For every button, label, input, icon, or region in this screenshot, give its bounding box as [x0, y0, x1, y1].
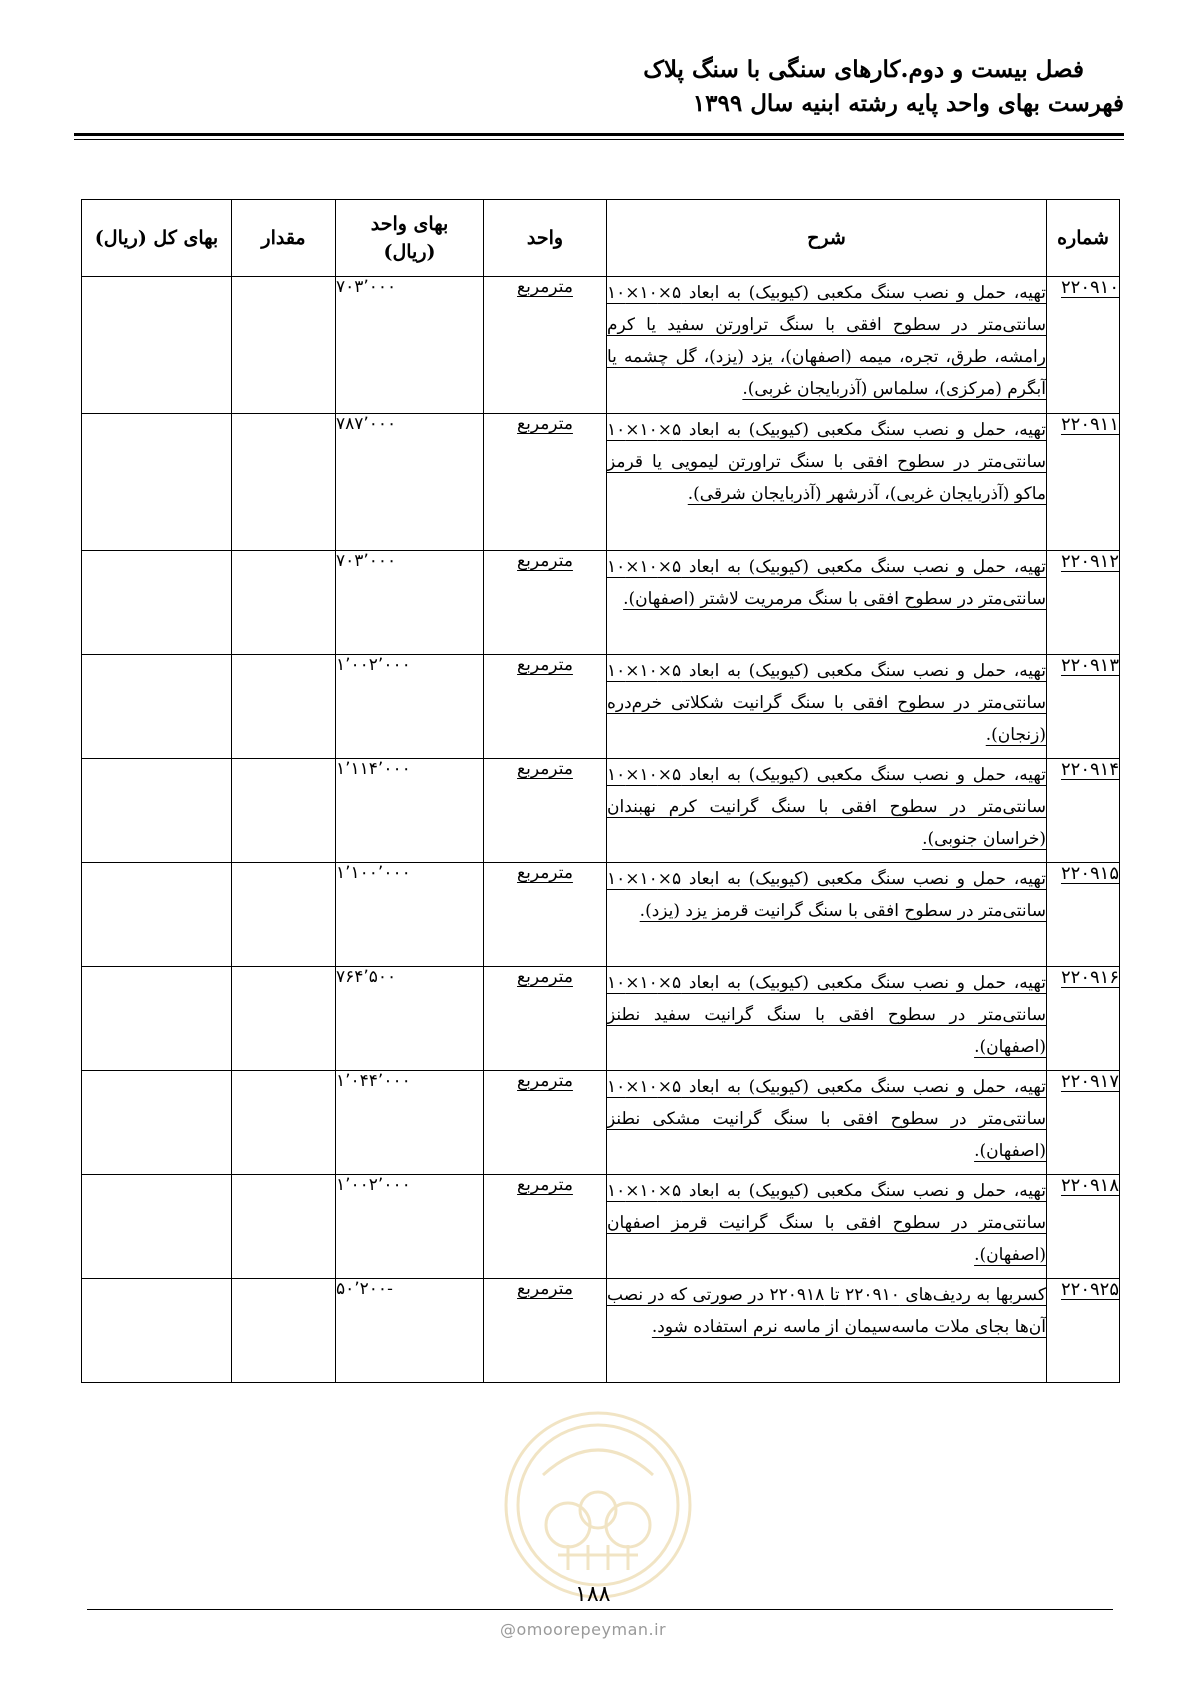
item-quantity-cell — [232, 1071, 336, 1175]
item-description: تهیه، حمل و نصب سنگ مکعبی (کیوبیک) به ابعاد ۵×۱۰×۱۰ سانتی‌متر در سطوح افقی با سنگ گرانیت قرمز یزد (یزد). — [607, 869, 1046, 921]
footer-rule — [87, 1609, 1113, 1610]
item-unit-price: ۷۸۷٬۰۰۰ — [336, 414, 397, 434]
item-unit-cell — [484, 967, 607, 1071]
item-number-cell — [1047, 863, 1120, 967]
item-unit: مترمربع — [517, 1279, 573, 1299]
item-unit-price: ۱٬۰۰۲٬۰۰۰ — [336, 655, 411, 675]
chapter-title: فصل بیست و دوم.کارهای سنگی با سنگ پلاک — [643, 56, 1084, 83]
website-watermark: @omoorepeyman.ir — [500, 1620, 667, 1639]
table-row — [82, 414, 1120, 551]
table-row — [82, 967, 1120, 1071]
item-unit-cell — [484, 277, 607, 414]
item-total-cell — [82, 759, 232, 863]
watermark-logo — [498, 1405, 698, 1605]
item-unit-cell — [484, 1071, 607, 1175]
item-unit-price: ۷۶۴٬۵۰۰ — [336, 967, 397, 987]
item-unit-price: -۵۰٬۲۰۰ — [336, 1279, 393, 1299]
item-unit: مترمربع — [517, 1071, 573, 1091]
item-number-cell — [1047, 414, 1120, 551]
item-number: ۲۲۰۹۱۶ — [1060, 967, 1119, 988]
item-description: کسربها به ردیف‌های ۲۲۰۹۱۰ تا ۲۲۰۹۱۸ در صورتی که در نصب آن‌ها بجای ملات ماسه‌سیمان از ماسه نرم استفاده شود. — [607, 1285, 1046, 1337]
item-total-cell — [82, 655, 232, 759]
item-unit-cell — [484, 759, 607, 863]
item-description-cell — [607, 1175, 1047, 1279]
item-unit: مترمربع — [517, 277, 573, 297]
item-unit-cell — [484, 1279, 607, 1383]
header-quantity: مقدار — [232, 200, 336, 277]
item-number: ۲۲۰۹۱۸ — [1060, 1175, 1119, 1196]
item-number-cell — [1047, 655, 1120, 759]
item-unit: مترمربع — [517, 863, 573, 883]
item-number: ۲۲۰۹۱۵ — [1060, 863, 1119, 884]
item-unit-price: ۱٬۱۱۴٬۰۰۰ — [336, 759, 411, 779]
item-quantity-cell — [232, 759, 336, 863]
item-unit-price-cell — [336, 863, 484, 967]
item-description: تهیه، حمل و نصب سنگ مکعبی (کیوبیک) به ابعاد ۵×۱۰×۱۰ سانتی‌متر در سطوح افقی با سنگ گرانیت مشکی نطنز (اصفهان). — [607, 1077, 1046, 1161]
page-header — [74, 55, 1124, 119]
header-unit: واحد — [484, 200, 607, 277]
item-number-cell — [1047, 759, 1120, 863]
item-unit-price-cell — [336, 414, 484, 551]
item-unit-cell — [484, 414, 607, 551]
item-total-cell — [82, 967, 232, 1071]
item-number-cell — [1047, 1071, 1120, 1175]
item-unit: مترمربع — [517, 759, 573, 779]
item-description-cell — [607, 967, 1047, 1071]
item-total-cell — [82, 277, 232, 414]
item-description-cell — [607, 414, 1047, 551]
item-number: ۲۲۰۹۱۰ — [1060, 277, 1119, 298]
table-row — [82, 551, 1120, 655]
item-total-cell — [82, 1279, 232, 1383]
item-total-cell — [82, 414, 232, 551]
item-description: تهیه، حمل و نصب سنگ مکعبی (کیوبیک) به ابعاد ۵×۱۰×۱۰ سانتی‌متر در سطوح افقی با سنگ مرمریت لاشتر (اصفهان). — [607, 557, 1046, 609]
page-number: ۱۸۸ — [575, 1582, 611, 1607]
table-row — [82, 655, 1120, 759]
header-rule-thin — [74, 139, 1124, 140]
item-total-cell — [82, 863, 232, 967]
item-description-cell — [607, 1071, 1047, 1175]
header-unit-price: بهای واحد (ریال) — [336, 200, 484, 277]
item-number: ۲۲۰۹۱۳ — [1060, 655, 1119, 676]
item-quantity-cell — [232, 414, 336, 551]
item-quantity-cell — [232, 655, 336, 759]
header-description: شرح — [607, 200, 1047, 277]
table-row — [82, 1279, 1120, 1383]
item-description: تهیه، حمل و نصب سنگ مکعبی (کیوبیک) به ابعاد ۵×۱۰×۱۰ سانتی‌متر در سطوح افقی با سنگ گرانیت کرم نهبندان (خراسان جنوبی). — [607, 765, 1046, 849]
item-unit-price-cell — [336, 551, 484, 655]
item-number-cell — [1047, 551, 1120, 655]
item-unit-price: ۱٬۰۴۴٬۰۰۰ — [336, 1071, 411, 1091]
item-unit-price: ۷۰۳٬۰۰۰ — [336, 277, 397, 297]
item-description-cell — [607, 863, 1047, 967]
item-total-cell — [82, 551, 232, 655]
item-number: ۲۲۰۹۱۷ — [1060, 1071, 1119, 1092]
item-unit-price-cell — [336, 967, 484, 1071]
item-unit-price-cell — [336, 277, 484, 414]
item-description-cell — [607, 655, 1047, 759]
item-unit-cell — [484, 551, 607, 655]
item-unit-price-cell — [336, 655, 484, 759]
item-unit-cell — [484, 863, 607, 967]
item-quantity-cell — [232, 1175, 336, 1279]
item-total-cell — [82, 1175, 232, 1279]
item-unit-price: ۱٬۰۰۲٬۰۰۰ — [336, 1175, 411, 1195]
item-unit: مترمربع — [517, 1175, 573, 1195]
item-number-cell — [1047, 1279, 1120, 1383]
item-quantity-cell — [232, 277, 336, 414]
item-number-cell — [1047, 277, 1120, 414]
item-description: تهیه، حمل و نصب سنگ مکعبی (کیوبیک) به ابعاد ۵×۱۰×۱۰ سانتی‌متر در سطوح افقی با سنگ گرانیت شکلاتی خرم‌دره (زنجان). — [607, 661, 1046, 745]
item-unit-price: ۷۰۳٬۰۰۰ — [336, 551, 397, 571]
item-description-cell — [607, 551, 1047, 655]
table-row — [82, 759, 1120, 863]
item-unit: مترمربع — [517, 655, 573, 675]
item-quantity-cell — [232, 551, 336, 655]
item-description-cell — [607, 1279, 1047, 1383]
price-list-title: فهرست بهای واحد پایه رشته ابنیه سال ۱۳۹۹ — [692, 90, 1124, 117]
item-description: تهیه، حمل و نصب سنگ مکعبی (کیوبیک) به ابعاد ۵×۱۰×۱۰ سانتی‌متر در سطوح افقی با سنگ گرانیت سفید نطنز (اصفهان). — [607, 973, 1046, 1057]
item-description-cell — [607, 277, 1047, 414]
item-unit-cell — [484, 1175, 607, 1279]
item-unit-price-cell — [336, 1071, 484, 1175]
item-total-cell — [82, 1071, 232, 1175]
item-number: ۲۲۰۹۱۲ — [1060, 551, 1119, 572]
header-number: شماره — [1047, 200, 1120, 277]
item-description-cell — [607, 759, 1047, 863]
header-rule-thick — [74, 133, 1124, 136]
price-table — [81, 199, 1120, 1383]
header-total-price: بهای کل (ریال) — [82, 200, 232, 277]
item-quantity-cell — [232, 863, 336, 967]
item-unit-price-cell — [336, 1279, 484, 1383]
item-unit-price: ۱٬۱۰۰٬۰۰۰ — [336, 863, 411, 883]
item-number: ۲۲۰۹۱۴ — [1060, 759, 1119, 780]
item-unit-price-cell — [336, 759, 484, 863]
item-number: ۲۲۰۹۱۱ — [1060, 414, 1119, 435]
item-number-cell — [1047, 967, 1120, 1071]
item-unit-cell — [484, 655, 607, 759]
item-description: تهیه، حمل و نصب سنگ مکعبی (کیوبیک) به ابعاد ۵×۱۰×۱۰ سانتی‌متر در سطوح افقی با سنگ تراورتن لیمویی یا قرمز ماکو (آذربایجان غربی)، آذرشهر (آذربایجان شرقی). — [607, 420, 1046, 504]
item-quantity-cell — [232, 967, 336, 1071]
item-description: تهیه، حمل و نصب سنگ مکعبی (کیوبیک) به ابعاد ۵×۱۰×۱۰ سانتی‌متر در سطوح افقی با سنگ گرانیت قرمز اصفهان (اصفهان). — [607, 1181, 1046, 1265]
item-number: ۲۲۰۹۲۵ — [1060, 1279, 1119, 1300]
table-row — [82, 863, 1120, 967]
table-header-row — [82, 200, 1120, 277]
table-row — [82, 1175, 1120, 1279]
item-description: تهیه، حمل و نصب سنگ مکعبی (کیوبیک) به ابعاد ۵×۱۰×۱۰ سانتی‌متر در سطوح افقی با سنگ تراورتن سفید یا کرم رامشه، طرق، تجره، میمه (اصفهان)، یزد (یزد)، گل چشمه یا آبگرم (مرکزی)، سلماس (آذربایجان غربی). — [607, 283, 1046, 399]
table-row — [82, 1071, 1120, 1175]
item-unit: مترمربع — [517, 967, 573, 987]
item-quantity-cell — [232, 1279, 336, 1383]
item-unit: مترمربع — [517, 551, 573, 571]
item-unit-price-cell — [336, 1175, 484, 1279]
table-row — [82, 277, 1120, 414]
item-unit: مترمربع — [517, 414, 573, 434]
item-number-cell — [1047, 1175, 1120, 1279]
